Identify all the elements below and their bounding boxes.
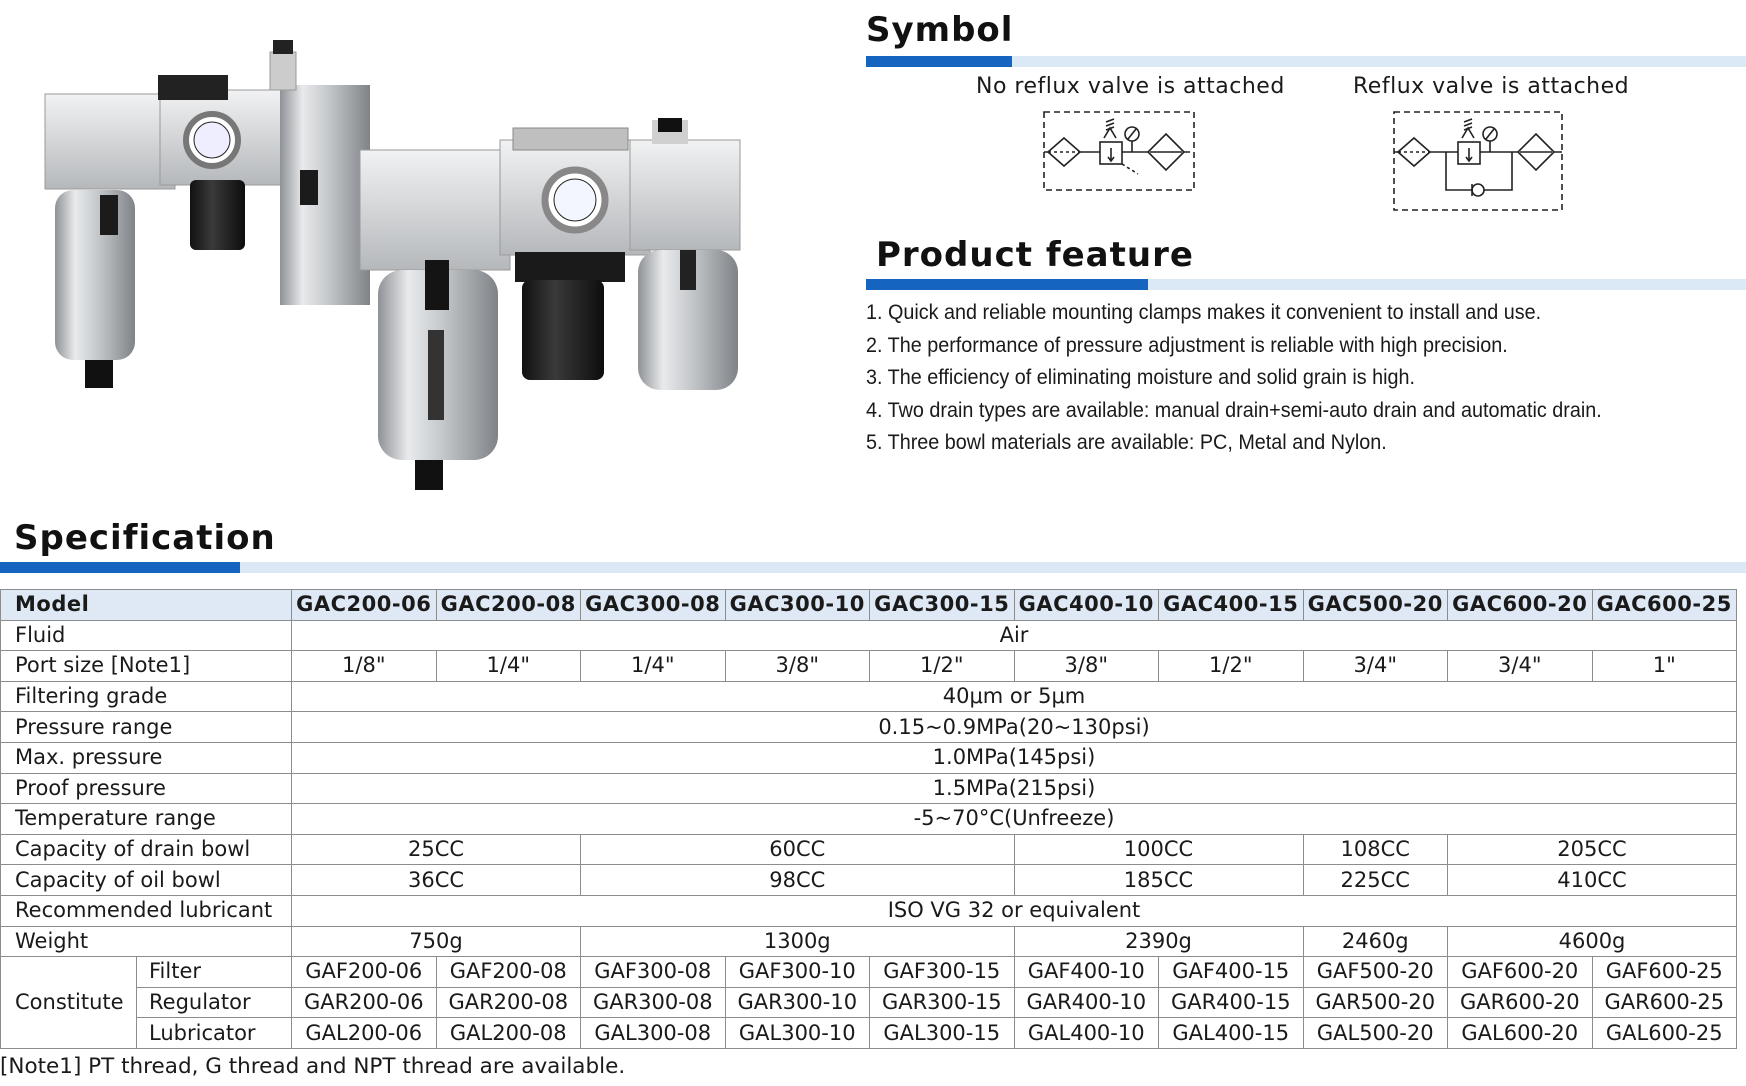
drain-bowl-cell: 108CC bbox=[1303, 834, 1448, 865]
temperature-label: Temperature range bbox=[1, 804, 292, 835]
regulator-model-cell: GAR600-20 bbox=[1448, 987, 1593, 1018]
port-cell: 1/8" bbox=[292, 651, 437, 682]
filter-model-cell: GAF400-10 bbox=[1014, 957, 1159, 988]
weight-row bbox=[1, 926, 1737, 957]
oil-bowl-cell: 410CC bbox=[1448, 865, 1737, 896]
proof-pressure-value: 1.5MPa(215psi) bbox=[292, 773, 1737, 804]
oil-bowl-cell: 225CC bbox=[1303, 865, 1448, 896]
weight-cell: 2460g bbox=[1303, 926, 1448, 957]
port-cell: 1/4" bbox=[436, 651, 581, 682]
no-reflux-symbol bbox=[1040, 108, 1200, 194]
spec-table bbox=[0, 589, 1737, 1049]
port-cell: 3/4" bbox=[1448, 651, 1593, 682]
oil-bowl-cell: 36CC bbox=[292, 865, 581, 896]
weight-cell: 1300g bbox=[581, 926, 1015, 957]
weight-label: Weight bbox=[1, 926, 292, 957]
lubricator-model-cell: GAL400-10 bbox=[1014, 1018, 1159, 1049]
drain-bowl-cell: 25CC bbox=[292, 834, 581, 865]
port-row bbox=[1, 651, 1737, 682]
pressure-range-value: 0.15~0.9MPa(20~130psi) bbox=[292, 712, 1737, 743]
model-label: Model bbox=[1, 590, 292, 621]
port-label: Port size [Note1] bbox=[1, 651, 292, 682]
filter-model-cell: GAF400-15 bbox=[1159, 957, 1304, 988]
lubricant-value: ISO VG 32 or equivalent bbox=[292, 895, 1737, 926]
spec-title: Specification bbox=[14, 518, 276, 558]
oil-bowl-cell: 98CC bbox=[581, 865, 1015, 896]
model-cell: GAC500-20 bbox=[1303, 590, 1448, 621]
filter-model-cell: GAF200-08 bbox=[436, 957, 581, 988]
reflux-label: Reflux valve is attached bbox=[1353, 74, 1630, 99]
constitute-filter-row bbox=[1, 957, 1737, 988]
product-photo bbox=[30, 40, 830, 540]
filter-model-cell: GAF300-10 bbox=[725, 957, 870, 988]
port-cell: 3/8" bbox=[1014, 651, 1159, 682]
port-cell: 1/2" bbox=[870, 651, 1015, 682]
drain-bowl-label: Capacity of drain bowl bbox=[1, 834, 292, 865]
lubricator-model-cell: GAL400-15 bbox=[1159, 1018, 1304, 1049]
model-cell: GAC400-10 bbox=[1014, 590, 1159, 621]
feature-title-bar bbox=[866, 279, 1746, 290]
lubricator-model-cell: GAL500-20 bbox=[1303, 1018, 1448, 1049]
feature-list bbox=[866, 296, 1666, 459]
filter-sub-label: Filter bbox=[137, 957, 292, 988]
filter-model-cell: GAF600-25 bbox=[1592, 957, 1737, 988]
regulator-model-cell: GAR500-20 bbox=[1303, 987, 1448, 1018]
oil-bowl-cell: 185CC bbox=[1014, 865, 1303, 896]
temperature-row bbox=[1, 804, 1737, 835]
max-pressure-value: 1.0MPa(145psi) bbox=[292, 742, 1737, 773]
regulator-model-cell: GAR300-15 bbox=[870, 987, 1015, 1018]
model-cell: GAC400-15 bbox=[1159, 590, 1304, 621]
filter-grade-value: 40μm or 5μm bbox=[292, 681, 1737, 712]
constitute-regulator-row bbox=[1, 987, 1737, 1018]
regulator-model-cell: GAR200-08 bbox=[436, 987, 581, 1018]
oil-bowl-row bbox=[1, 865, 1737, 896]
lubricator-model-cell: GAL600-25 bbox=[1592, 1018, 1737, 1049]
port-cell: 1/2" bbox=[1159, 651, 1304, 682]
lubricator-sub-label: Lubricator bbox=[137, 1018, 292, 1049]
drain-bowl-cell: 205CC bbox=[1448, 834, 1737, 865]
port-cell: 3/8" bbox=[725, 651, 870, 682]
model-cell: GAC200-06 bbox=[292, 590, 437, 621]
filter-model-cell: GAF200-06 bbox=[292, 957, 437, 988]
drain-bowl-cell: 60CC bbox=[581, 834, 1015, 865]
regulator-model-cell: GAR300-10 bbox=[725, 987, 870, 1018]
lubricator-model-cell: GAL300-08 bbox=[581, 1018, 726, 1049]
regulator-sub-label: Regulator bbox=[137, 987, 292, 1018]
lubricator-model-cell: GAL600-20 bbox=[1448, 1018, 1593, 1049]
proof-pressure-label: Proof pressure bbox=[1, 773, 292, 804]
symbol-title-bar bbox=[866, 56, 1746, 67]
regulator-model-cell: GAR300-08 bbox=[581, 987, 726, 1018]
lubricator-model-cell: GAL200-06 bbox=[292, 1018, 437, 1049]
regulator-model-cell: GAR600-25 bbox=[1592, 987, 1737, 1018]
feature-item: 5. Three bowl materials are available: PC, Metal and Nylon. bbox=[866, 430, 1387, 454]
lubricator-model-cell: GAL300-10 bbox=[725, 1018, 870, 1049]
model-cell: GAC300-10 bbox=[725, 590, 870, 621]
oil-bowl-label: Capacity of oil bowl bbox=[1, 865, 292, 896]
constitute-lubricator-row bbox=[1, 1018, 1737, 1049]
port-cell: 1" bbox=[1592, 651, 1737, 682]
regulator-model-cell: GAR400-10 bbox=[1014, 987, 1159, 1018]
no-reflux-label: No reflux valve is attached bbox=[976, 74, 1285, 99]
model-cell: GAC600-25 bbox=[1592, 590, 1737, 621]
temperature-value: -5~70°C(Unfreeze) bbox=[292, 804, 1737, 835]
model-cell: GAC200-08 bbox=[436, 590, 581, 621]
pressure-range-row bbox=[1, 712, 1737, 743]
weight-cell: 750g bbox=[292, 926, 581, 957]
feature-item: 1. Quick and reliable mounting clamps makes it convenient to install and use. bbox=[866, 300, 1542, 324]
model-row bbox=[1, 590, 1737, 621]
lubricant-label: Recommended lubricant bbox=[1, 895, 292, 926]
lubricator-model-cell: GAL300-15 bbox=[870, 1018, 1015, 1049]
port-cell: 1/4" bbox=[581, 651, 726, 682]
symbol-title: Symbol bbox=[866, 10, 1014, 50]
regulator-model-cell: GAR200-06 bbox=[292, 987, 437, 1018]
footnote: [Note1] PT thread, G thread and NPT thread are available. bbox=[0, 1054, 626, 1079]
constitute-label: Constitute bbox=[1, 957, 137, 1049]
proof-pressure-row bbox=[1, 773, 1737, 804]
fluid-label: Fluid bbox=[1, 620, 292, 651]
drain-bowl-row bbox=[1, 834, 1737, 865]
regulator-model-cell: GAR400-15 bbox=[1159, 987, 1304, 1018]
pressure-range-label: Pressure range bbox=[1, 712, 292, 743]
weight-cell: 4600g bbox=[1448, 926, 1737, 957]
drain-bowl-cell: 100CC bbox=[1014, 834, 1303, 865]
fluid-row bbox=[1, 620, 1737, 651]
filter-model-cell: GAF500-20 bbox=[1303, 957, 1448, 988]
filter-grade-label: Filtering grade bbox=[1, 681, 292, 712]
port-cell: 3/4" bbox=[1303, 651, 1448, 682]
feature-item: 3. The efficiency of eliminating moisture and solid grain is high. bbox=[866, 365, 1416, 389]
filter-model-cell: GAF300-15 bbox=[870, 957, 1015, 988]
feature-item: 4. Two drain types are available: manual drain+semi-auto drain and automatic drain. bbox=[866, 397, 1602, 422]
max-pressure-label: Max. pressure bbox=[1, 742, 292, 773]
max-pressure-row bbox=[1, 742, 1737, 773]
model-cell: GAC300-15 bbox=[870, 590, 1015, 621]
model-cell: GAC300-08 bbox=[581, 590, 726, 621]
weight-cell: 2390g bbox=[1014, 926, 1303, 957]
lubricant-row bbox=[1, 895, 1737, 926]
fluid-value: Air bbox=[292, 620, 1737, 651]
filter-model-cell: GAF600-20 bbox=[1448, 957, 1593, 988]
lubricator-model-cell: GAL200-08 bbox=[436, 1018, 581, 1049]
feature-item: 2. The performance of pressure adjustment is reliable with high precision. bbox=[866, 332, 1508, 357]
filter-model-cell: GAF300-08 bbox=[581, 957, 726, 988]
model-cell: GAC600-20 bbox=[1448, 590, 1593, 621]
feature-title: Product feature bbox=[876, 235, 1194, 275]
reflux-symbol bbox=[1390, 108, 1570, 214]
spec-title-bar bbox=[0, 562, 1746, 573]
filter-grade-row bbox=[1, 681, 1737, 712]
